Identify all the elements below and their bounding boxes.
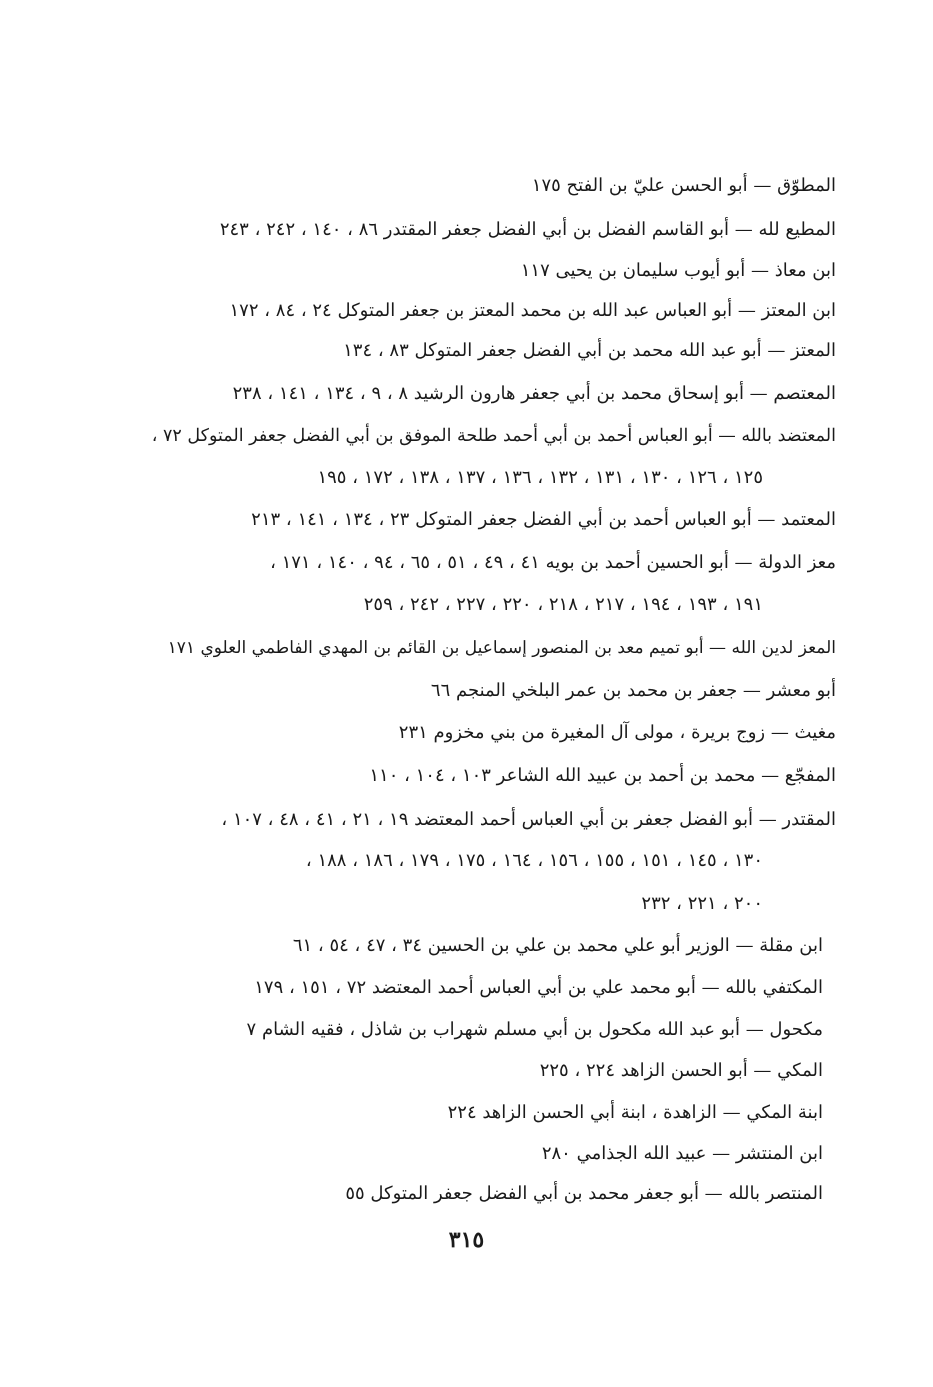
index-entry: المكي — أبو الحسن الزاهد ٢٢٤ ، ٢٢٥ [539, 1060, 823, 1081]
index-entry: المعتز — أبو عبد الله محمد بن أبي الفضل جعفر المتوكل ٨٣ ، ١٣٤ [343, 340, 836, 361]
index-entry: المعز لدين الله — أبو تميم معد بن المنصور إسماعيل بن القائم بن المهدي الفاطمي العلوي ١٧١ [167, 638, 836, 658]
index-entry: المقتدر — أبو الفضل جعفر بن أبي العباس أحمد المعتضد ١٩ ، ٢١ ، ٤١ ، ٤٨ ، ١٠٧ ، [221, 809, 836, 830]
index-entry: المعتصم — أبو إسحاق محمد بن أبي جعفر هارون الرشيد ٨ ، ٩ ، ١٣٤ ، ١٤١ ، ٢٣٨ [232, 383, 836, 404]
page-number: ٣١٥ [448, 1227, 485, 1253]
index-entry: ابن المعتز — أبو العباس عبد الله بن محمد المعتز بن جعفر المتوكل ٢٤ ، ٨٤ ، ١٧٢ [229, 300, 836, 321]
index-entry: مغيث — زوج بريرة ، مولى آل المغيرة من بني مخزوم ٢٣١ [398, 722, 836, 743]
index-entry: المفجّع — محمد بن أحمد بن عبيد الله الشاعر ١٠٣ ، ١٠٤ ، ١١٠ [369, 765, 836, 786]
index-entry: المنتصر بالله — أبو جعفر محمد بن أبي الفضل جعفر المتوكل ٥٥ [345, 1183, 823, 1204]
index-entry-continuation: ٢٠٠ ، ٢٢١ ، ٢٣٢ [641, 893, 763, 914]
index-entry: المعتضد بالله — أبو العباس أحمد بن أبي أحمد طلحة الموفق بن أبي الفضل جعفر المتوكل ٧٢ ، [151, 426, 836, 446]
index-entry: المعتمد — أبو العباس أحمد بن أبي الفضل جعفر المتوكل ٢٣ ، ١٣٤ ، ١٤١ ، ٢١٣ [251, 509, 836, 530]
index-entry: ابنة المكي — الزاهدة ، ابنة أبي الحسن الزاهد ٢٢٤ [447, 1102, 823, 1123]
index-entry: ابن معاذ — أبو أيوب سليمان بن يحيى ١١٧ [520, 260, 836, 281]
index-entry: المطوّق — أبو الحسن عليّ بن الفتح ١٧٥ [531, 175, 836, 196]
index-entry: ابن المنتشر — عبيد الله الجذامي ٢٨٠ [541, 1143, 823, 1164]
index-entry-continuation: ١٣٠ ، ١٤٥ ، ١٥١ ، ١٥٥ ، ١٥٦ ، ١٦٤ ، ١٧٥ ، ١٧٩ ، ١٨٦ ، ١٨٨ ، [305, 850, 763, 871]
index-entry-continuation: ١٩١ ، ١٩٣ ، ١٩٤ ، ٢١٧ ، ٢١٨ ، ٢٢٠ ، ٢٢٧ ، ٢٤٢ ، ٢٥٩ [363, 594, 763, 615]
index-entry: ابن مقلة — الوزير أبو علي محمد بن علي بن الحسين ٣٤ ، ٤٧ ، ٥٤ ، ٦١ [292, 935, 823, 956]
index-entry: المكتفي بالله — أبو محمد علي بن أبي العباس أحمد المعتضد ٧٢ ، ١٥١ ، ١٧٩ [254, 977, 823, 998]
index-entry: معز الدولة — أبو الحسين أحمد بن بويه ٤١ ، ٤٩ ، ٥١ ، ٦٥ ، ٩٤ ، ١٤٠ ، ١٧١ ، [270, 552, 836, 573]
index-entry: أبو معشر — جعفر بن محمد بن عمر البلخي المنجم ٦٦ [430, 680, 836, 701]
index-entry: المطيع لله — أبو القاسم الفضل بن أبي الفضل جعفر المقتدر ٨٦ ، ١٤٠ ، ٢٤٢ ، ٢٤٣ [219, 219, 836, 240]
index-entry: مكحول — أبو عبد الله مكحول بن أبي مسلم شهراب بن شاذل ، فقيه الشام ٧ [246, 1019, 823, 1040]
index-entry-continuation: ١٢٥ ، ١٢٦ ، ١٣٠ ، ١٣١ ، ١٣٢ ، ١٣٦ ، ١٣٧ ، ١٣٨ ، ١٧٢ ، ١٩٥ [317, 467, 763, 488]
